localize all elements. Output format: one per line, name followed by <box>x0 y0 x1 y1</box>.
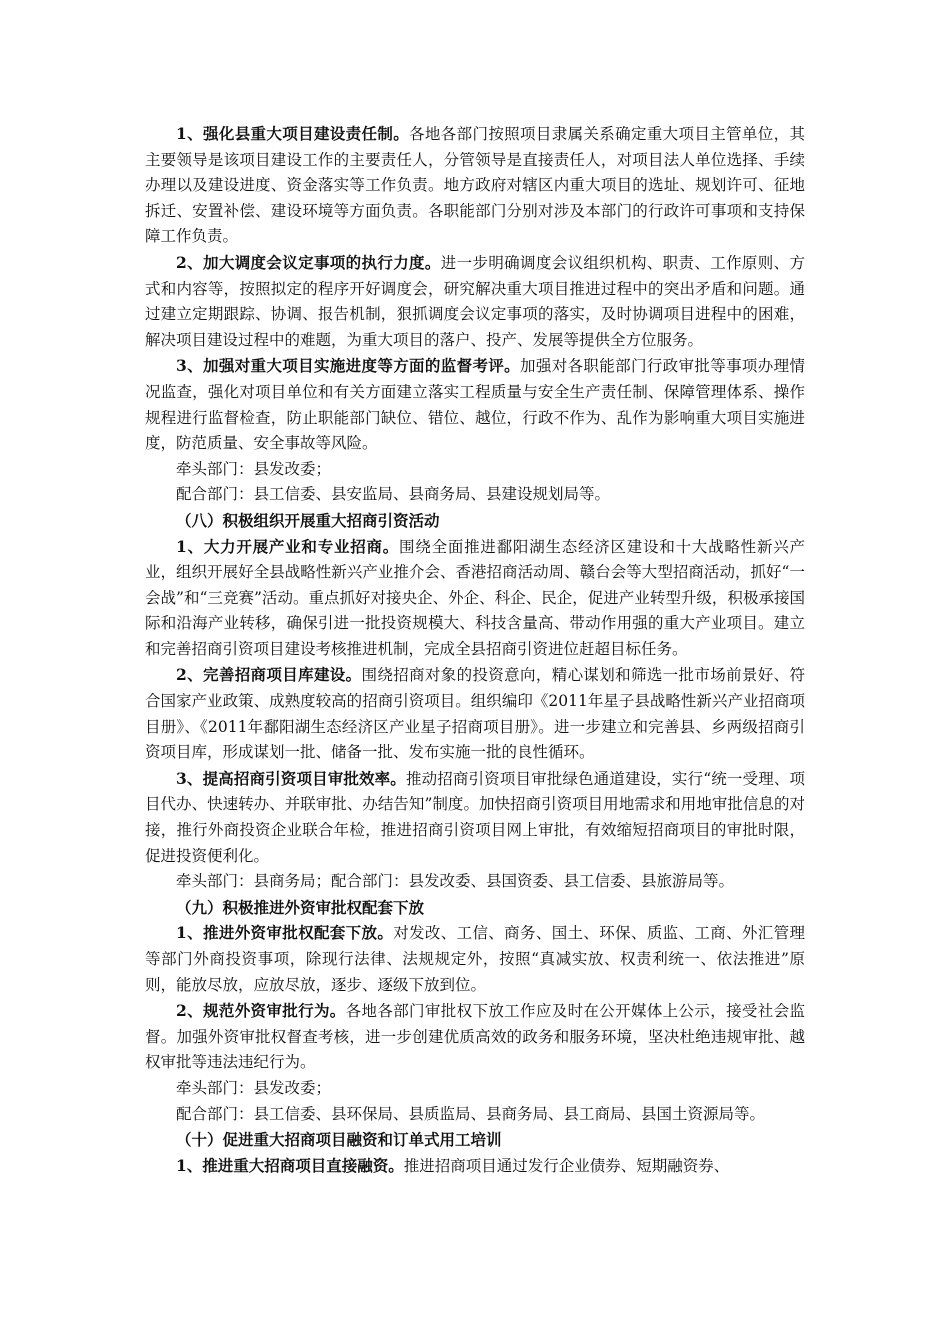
paragraph-text: 进一步明确调度会议组织机构、职责、工作原则、方式和内容等，按照拟定的程序开好调度会，研究解决重大项目推进过程中的突出矛盾和问题。通过建立定期跟踪、协调、报告机制，狠抓调度会议定事项的落实，及时协调项目进程中的困难，解决项目建设过程中的难题，为重大项目的落户、投产、发展等提供全方位服务。 <box>145 253 805 349</box>
cooperating-departments: 配合部门：县工信委、县环保局、县质监局、县商务局、县工商局、县国土资源局等。 <box>176 1104 766 1123</box>
departments-line: 牵头部门：县商务局；配合部门：县发改委、县国资委、县工信委、县旅游局等。 <box>176 872 735 891</box>
paragraph-text: 加强对各职能部门行政审批等事项办理情况监查，强化对项目单位和有关方面建立落实工程质量与安全生产责任制、保障管理体系、操作规程进行监督检查，防止职能部门缺位、错位、越位，行政不作为、乱作为影响重大项目实施进度，防范质量、安全事故等风险。 <box>145 357 805 453</box>
lead-department: 牵头部门：县发改委； <box>176 459 332 478</box>
paragraph-lead: 2、加大调度会议定事项的执行力度。 <box>176 252 441 272</box>
paragraph <box>145 1153 805 1180</box>
paragraph-lead: 2、规范外资审批行为。 <box>176 1001 346 1021</box>
paragraph-lead: 3、加强对重大项目实施进度等方面的监督考评。 <box>176 356 521 376</box>
paragraph-lead: 3、提高招商引资项目审批效率。 <box>176 768 406 788</box>
paragraph <box>145 534 805 663</box>
paragraph-text: 围绕招商对象的投资意向，精心谋划和筛选一批市场前景好、符合国家产业政策、成熟度较高的招商引资项目。组织编印《2011年星子县战略性新兴产业招商项目册》、《2011年鄱阳湖生态经济区产业星子招商项目册》。进一步建立和完善县、乡两级招商引资项目库，形成谋划一批、储备一批、发布实施一批的良性循环。 <box>145 666 805 762</box>
section-heading: （九）积极推进外资审批权配套下放 <box>176 897 425 917</box>
paragraph-text: 推进招商项目通过发行企业债券、短期融资券、 <box>403 1156 730 1175</box>
paragraph <box>145 353 805 456</box>
paragraph-text: 各地各部门按照项目隶属关系确定重大项目主管单位，其主要领导是该项目建设工作的主要责任人，分管领导是直接责任人，对项目法人单位选择、手续办理以及建设进度、资金落实等工作负责。地方政府对辖区内重大项目的选址、规划许可、征地拆迁、安置补偿、建设环境等方面负责。各职能部门分别对涉及本部门的行政许可事项和支持保障工作负责。 <box>145 125 805 246</box>
document-body <box>145 121 805 1179</box>
lead-department: 牵头部门：县发改委； <box>176 1078 332 1097</box>
paragraph-lead: 2、完善招商项目库建设。 <box>176 665 362 685</box>
paragraph-text: 推动招商引资项目审批绿色通道建设，实行“统一受理、项目代办、快速转办、并联审批、办结告知”制度。加快招商引资项目用地需求和用地审批信息的对接，推行外商投资企业联合年检，推进招商引资项目网上审批，有效缩短招商项目的审批时限，促进投资便利化。 <box>145 769 805 865</box>
paragraph-text: 对发改、工信、商务、国土、环保、质监、工商、外汇管理等部门外商投资事项，除现行法律、法规规定外，按照“真减实放、权责利统一、依法推进”原则，能放尽放，应放尽放，逐步、逐级下放到位。 <box>145 924 805 994</box>
paragraph-lead: 1、推进外资审批权配套下放。 <box>176 923 394 943</box>
paragraph <box>145 766 805 869</box>
paragraph-lead: 1、推进重大招商项目直接融资。 <box>176 1155 404 1175</box>
paragraph-text: 各地各部门审批权下放工作应及时在公开媒体上公示，接受社会监督。加强外资审批权督查考核，进一步创建优质高效的政务和服务环境，坚决杜绝违规审批、越权审批等违法违纪行为。 <box>145 1002 805 1072</box>
cooperating-departments: 配合部门：县工信委、县安监局、县商务局、县建设规划局等。 <box>176 485 611 504</box>
paragraph <box>145 250 805 353</box>
paragraph <box>145 920 805 998</box>
paragraph-text: 围绕全面推进鄱阳湖生态经济区建设和十大战略性新兴产业，组织开展好全县战略性新兴产业推介会、香港招商活动周、赣台会等大型招商活动，抓好“一会战”和“三竞赛”活动。重点抓好对接央企、外企、科企、民企，促进产业转型升级，积极承接国际和沿海产业转移，确保引进一批投资规模大、科技含量高、带动作用强的重大产业项目。建立和完善招商引资项目建设考核推进机制，完成全县招商引资进位赶超目标任务。 <box>145 537 805 658</box>
section-heading: （十）促进重大招商项目融资和订单式用工培训 <box>176 1130 502 1150</box>
paragraph <box>145 998 805 1076</box>
paragraph-lead: 1、强化县重大项目建设责任制。 <box>176 124 410 143</box>
paragraph-lead: 1、大力开展产业和专业招商。 <box>176 536 400 556</box>
paragraph <box>145 662 805 765</box>
section-heading: （八）积极组织开展重大招商引资活动 <box>176 510 440 530</box>
paragraph <box>145 121 805 250</box>
